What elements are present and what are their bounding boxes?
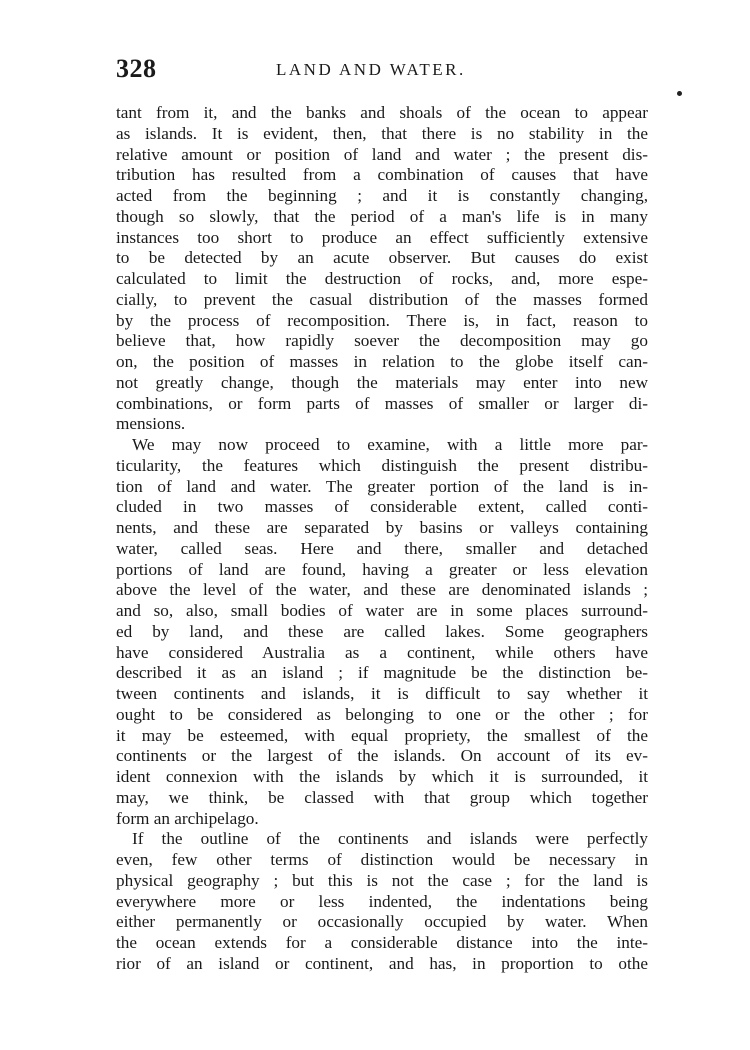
- page-number: 328: [116, 54, 157, 83]
- running-head: [116, 54, 650, 86]
- text-line: water, called seas. Here and there, smaller and detached: [116, 538, 648, 558]
- text-line: may, we think, be classed with that group which together: [116, 787, 648, 807]
- text-line: as islands. It is evident, then, that there is no stability in the: [116, 123, 648, 143]
- text-line: though so slowly, that the period of a man's life is in many: [116, 206, 648, 226]
- text-line: ticularity, the features which distinguish the present distribu-: [116, 455, 648, 475]
- text-line: tion of land and water. The greater portion of the land is in-: [116, 476, 648, 496]
- text-line: cluded in two masses of considerable extent, called conti-: [116, 497, 648, 517]
- text-line: rior of an island or continent, and has, in proportion to othe: [116, 953, 648, 973]
- text-line: continents or the largest of the islands. On account of its ev-: [116, 746, 648, 766]
- text-line: by the process of recomposition. There is, in fact, reason to: [116, 310, 648, 330]
- text-line: on, the position of masses in relation to the globe itself can-: [116, 352, 648, 371]
- text-line: If the outline of the continents and islands were perfectly: [132, 829, 648, 849]
- text-line: believe that, how rapidly soever the decomposition may go: [116, 331, 648, 351]
- text-line: relative amount or position of land and water ; the present dis-: [116, 144, 648, 164]
- text-line: nents, and these are separated by basins or valleys containing: [116, 518, 648, 537]
- text-line: physical geography ; but this is not the case ; for the land is: [116, 870, 648, 890]
- text-line: and so, also, small bodies of water are in some places surround-: [116, 601, 648, 620]
- body-text: [116, 103, 648, 975]
- text-line: either permanently or occasionally occupied by water. When: [116, 912, 648, 932]
- text-line: We may now proceed to examine, with a little more par-: [132, 435, 648, 454]
- text-line: calculated to limit the destruction of rocks, and, more espe-: [116, 269, 648, 288]
- text-line: portions of land are found, having a greater or less elevation: [116, 559, 648, 579]
- running-title: LAND AND WATER.: [276, 60, 466, 79]
- text-line: everywhere more or less indented, the indentations being: [116, 891, 648, 911]
- text-line: not greatly change, though the materials may enter into new: [116, 372, 648, 392]
- text-line: tribution has resulted from a combination of causes that have: [116, 165, 648, 185]
- text-line: acted from the beginning ; and it is constantly changing,: [116, 186, 648, 205]
- text-line: tween continents and islands, it is difficult to say whether it: [116, 684, 648, 703]
- text-line: ed by land, and these are called lakes. Some geographers: [116, 621, 648, 641]
- text-line: to be detected by an acute observer. But causes do exist: [116, 248, 648, 268]
- text-line: ident connexion with the islands by which it is surrounded, it: [116, 767, 648, 786]
- text-line: have considered Australia as a continent, while others have: [116, 642, 648, 662]
- text-line: mensions.: [116, 414, 186, 434]
- text-line: described it as an island ; if magnitude be the distinction be-: [116, 663, 648, 683]
- text-line: ought to be considered as belonging to one or the other ; for: [116, 704, 648, 724]
- text-line: tant from it, and the banks and shoals of the ocean to appear: [116, 103, 648, 122]
- text-line: it may be esteemed, with equal propriety, the smallest of the: [116, 725, 648, 745]
- text-line: cially, to prevent the casual distribution of the masses formed: [116, 289, 648, 309]
- ink-speck: [677, 91, 682, 96]
- text-line: form an archipelago.: [116, 808, 259, 828]
- text-line: instances too short to produce an effect sufficiently extensive: [116, 227, 648, 247]
- text-line: above the level of the water, and these are denominated islands ;: [116, 580, 648, 600]
- text-line: combinations, or form parts of masses of smaller or larger di-: [116, 393, 648, 413]
- text-line: the ocean extends for a considerable distance into the inte-: [116, 933, 648, 952]
- text-line: even, few other terms of distinction would be necessary in: [116, 850, 648, 869]
